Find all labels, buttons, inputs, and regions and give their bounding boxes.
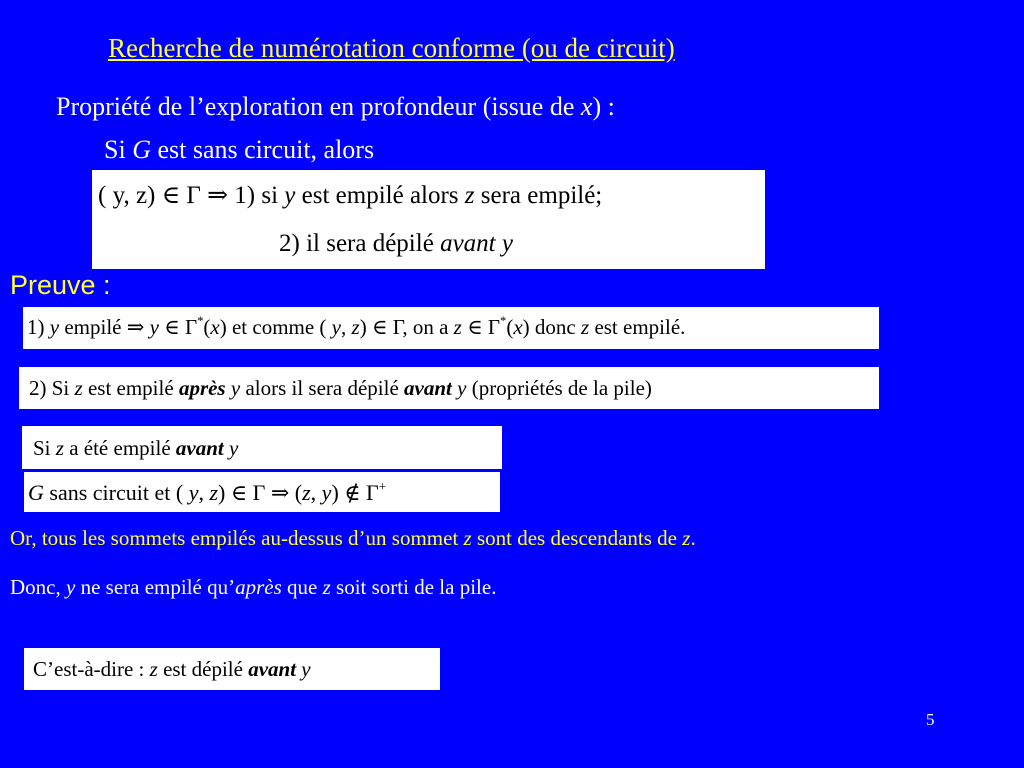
proof3-var: y: [229, 436, 239, 460]
or-text: .: [690, 526, 696, 550]
proof2-text: 2) Si: [29, 376, 75, 400]
conclusion-var: z: [149, 657, 158, 681]
property-var: x: [580, 92, 593, 121]
or-line: [10, 526, 696, 551]
proof2-var: z: [74, 376, 83, 400]
proof-box-4: [24, 472, 500, 512]
conclusion-box: [24, 648, 440, 690]
page-number: 5: [926, 710, 935, 729]
condition-var: G: [132, 135, 151, 164]
condition-line: [104, 135, 374, 165]
donc-text: Donc,: [10, 575, 66, 599]
conclusion-emph: avant: [248, 657, 297, 681]
donc-line: [10, 575, 496, 600]
proof4-var: z: [209, 480, 219, 506]
proof1-text: (: [203, 314, 211, 339]
formula-z: z: [464, 182, 475, 209]
proof3-text: Si: [33, 436, 56, 460]
proof2-emph: après: [178, 376, 226, 400]
condition-prefix: Si: [104, 135, 133, 164]
proof1-var: y: [149, 314, 159, 339]
proof4-text: ,: [310, 480, 322, 506]
proof1-text: empilé ⇒: [59, 314, 150, 339]
proof4-var: y: [188, 480, 199, 506]
proof4-var: y: [321, 480, 332, 506]
donc-var: y: [66, 575, 76, 599]
proof1-var: y: [331, 314, 341, 339]
property-prefix: Propriété de l’exploration en profondeur (issue de: [56, 92, 581, 121]
proof1-text: est empilé.: [589, 314, 686, 339]
proof1-var: z: [453, 314, 462, 339]
proof1-text: 1): [27, 314, 50, 339]
formula-mid: est empilé alors: [295, 182, 465, 209]
proof2-var: y: [230, 376, 241, 400]
proof1-text: ∈ Γ: [461, 314, 501, 339]
proof2-text: est empilé: [82, 376, 179, 400]
proof2-emph: avant: [404, 376, 452, 400]
property-suffix: ) :: [592, 92, 615, 121]
proof2-text: (propriétés de la pile): [466, 376, 652, 400]
formula-lhs: ( y, z) ∈ Γ ⇒ 1) si: [98, 182, 285, 209]
formula-box: [92, 170, 765, 269]
proof4-text: ) ∈ Γ ⇒ (: [218, 480, 303, 506]
donc-var: z: [322, 575, 331, 599]
slide-title: Recherche de numérotation conforme (ou de circuit): [108, 33, 675, 63]
proof2-var: y: [457, 376, 467, 400]
proof1-var: x: [210, 314, 220, 339]
proof1-text: ) donc: [522, 314, 581, 339]
proof3-emph: avant: [175, 436, 224, 460]
proof-box-2: [19, 367, 879, 409]
conclusion-text: est dépilé: [157, 657, 249, 681]
formula-line-2: [279, 230, 513, 258]
or-var: z: [463, 526, 472, 550]
condition-suffix: est sans circuit, alors: [150, 135, 375, 164]
proof4-var: G: [28, 480, 44, 506]
conclusion-text: C’est-à-dire :: [33, 657, 150, 681]
proof2-text: alors il sera dépilé: [240, 376, 405, 400]
proof1-text: ,: [341, 314, 352, 339]
formula-y: y: [284, 182, 296, 209]
or-var: z: [682, 526, 691, 550]
or-text: Or, tous les sommets empilés au-dessus d’un sommet: [10, 526, 464, 550]
property-line: [56, 92, 615, 122]
proof1-var: y: [49, 314, 60, 339]
proof3-text: a été empilé: [63, 436, 176, 460]
proof1-var: z: [351, 314, 360, 339]
preuve-label: Preuve :: [10, 270, 111, 300]
formula-line-1: [98, 180, 602, 210]
donc-text: soit sorti de la pile.: [330, 575, 497, 599]
or-text: sont des descendants de: [471, 526, 683, 550]
conclusion-var: y: [301, 657, 311, 681]
proof4-text: ) ∉ Γ: [331, 480, 379, 506]
proof1-sup: *: [500, 314, 507, 328]
proof1-text: ) ∈ Γ, on a: [359, 314, 454, 339]
formula-end: sera empilé;: [474, 182, 603, 209]
proof-box-3: [22, 426, 502, 469]
proof1-sup: *: [197, 314, 204, 328]
proof3-var: z: [55, 436, 64, 460]
proof1-var: z: [581, 314, 590, 339]
proof1-text: ) et comme (: [219, 314, 332, 339]
proof1-var: x: [513, 314, 523, 339]
proof4-text: sans circuit et (: [43, 480, 189, 506]
proof4-var: z: [302, 480, 311, 506]
proof-box-1: [23, 307, 879, 349]
proof1-text: (: [506, 314, 514, 339]
donc-emph: après: [235, 575, 282, 599]
formula-line2-emph: avant y: [440, 230, 513, 257]
donc-text: que: [281, 575, 323, 599]
proof4-text: ,: [198, 480, 210, 506]
proof1-text: ∈ Γ: [158, 314, 198, 339]
formula-line2-text: 2) il sera dépilé: [279, 230, 441, 257]
proof4-sup: +: [378, 479, 387, 494]
donc-text: ne sera empilé qu’: [75, 575, 236, 599]
